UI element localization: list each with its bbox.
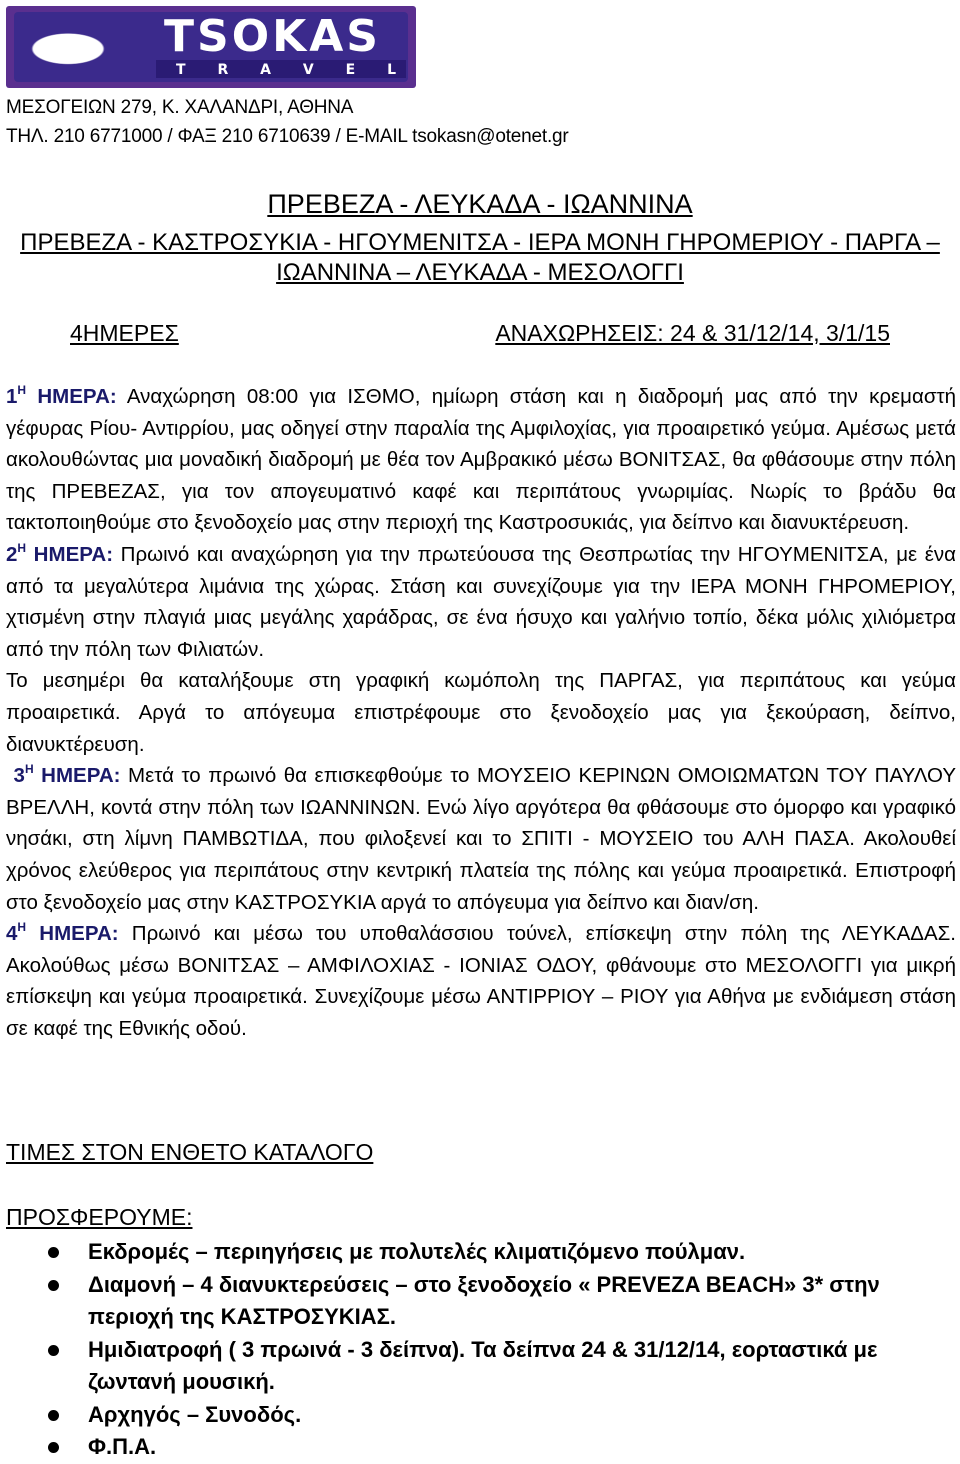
bullet-icon [48, 1410, 59, 1421]
bullet-icon [48, 1345, 59, 1356]
route-line-2: ΙΩΑΝΝΙΝΑ – ΛΕΥΚΑΔΑ - ΜΕΣΟΛΟΓΓΙ [276, 259, 684, 286]
address-line: ΜΕΣΟΓΕΙΩΝ 279, Κ. ΧΑΛΑΝΔΡΙ, ΑΘΗΝΑ [6, 97, 354, 118]
departures-label: ΑΝΑΧΩΡΗΣΕΙΣ: 24 & 31/12/14, 3/1/15 [495, 320, 890, 346]
bullet-icon [48, 1280, 59, 1291]
prices-heading: ΤΙΜΕΣ ΣΤΟΝ ΕΝΘΕΤΟ ΚΑΤΑΛΟΓΟ [6, 1139, 374, 1165]
day-2-paragraph: $2^H$ ΗΜΕΡΑ: Πρωινό και αναχώρηση για την πρωτεύουσα της Θεσπρωτίας την ΗΓΟΥΜΕΝΙΤΣΑ, με ένα από τα μεγαλύτερα λιμάνια της χώρας. Στάση και συνεχίζουμε για την ΙΕΡΑ ΜΟΝΗ ΓΗΡΟΜΕΡΙΟΥ, χτισμένη στην πλαγιά μιας μεγάλης χαράδρας, σε ένα ήσυχο και γαλήνιο τοπίο, δέκα μόλις χιλιόμετρα από την πόλη των Φιλιατών. [6, 540, 956, 661]
list-item: Εκδρομές – περιηγήσεις με πολυτελές κλιματιζόμενο πούλμαν. [6, 1236, 946, 1269]
itinerary [6, 381, 956, 1044]
offers-list [6, 1236, 946, 1464]
bullet-icon [48, 1442, 59, 1453]
company-logo [6, 6, 416, 88]
day-4-paragraph: $4^H$ ΗΜΕΡΑ: Πρωινό και μέσω του υποθαλάσσιου τούνελ, επίσκεψη στην πόλη της ΛΕΥΚΑΔΑΣ. Ακολούθως μέσω ΒΟΝΙΤΣΑΣ – ΑΜΦΙΛΟΧΙΑΣ - ΙΟΝΙΑΣ ΟΔΟΥ, φθάνουμε στο ΜΕΣΟΛΟΓΓΙ για μικρή επίσκεψη και γεύμα προαιρετικά. Συνεχίζουμε μέσω ΑΝΤΙΡΡΙΟΥ – ΡΙΟΥ για Αθήνα με ενδιάμεση στάση σε καφέ της Εθνικής οδού. [6, 920, 956, 1040]
day-3-paragraph: $3^H$ ΗΜΕΡΑ: Μετά το πρωινό θα επισκεφθούμε το ΜΟΥΣΕΙΟ ΚΕΡΙΝΩΝ ΟΜΟΙΩΜΑΤΩΝ ΤΟΥ ΠΑΥΛΟΥ ΒΡΕΛΛΗ, κοντά στην πόλη των ΙΩΑΝΝΙΝΩΝ. Ενώ λίγο αργότερα θα φθάσουμε στο όμορφο και γραφικό νησάκι, στη λίμνη ΠΑΜΒΩΤΙΔΑ, που φιλοξενεί και το ΣΠΙΤΙ - ΜΟΥΣΕΙΟ του ΑΛΗ ΠΑΣΑ. Ακολουθεί χρόνος ελεύθερος για περιπάτους στην κεντρική πλατεία της πόλης και γεύμα προαιρετικά. Επιστροφή στο ξενοδοχείο μας στην ΚΑΣΤΡΟΣΥΚΙΑ αργά το απόγευμα για δείπνο και διαν/ση. [6, 762, 956, 914]
route-line-1: ΠΡΕΒΕΖΑ - ΚΑΣΤΡΟΣΥΚΙΑ - ΗΓΟΥΜΕΝΙΤΣΑ - ΙΕΡΑ ΜΟΝΗ ΓΗΡΟΜΕΡΙΟΥ - ΠΑΡΓΑ – [20, 229, 940, 256]
list-item: Φ.Π.Α. [6, 1431, 946, 1464]
list-item: Διαμονή – 4 διανυκτερεύσεις – στο ξενοδοχείο « PREVEZA BEACH» 3* στην περιοχή της ΚΑΣΤΡΟΣΥΚΙΑΣ. [6, 1269, 946, 1334]
list-item: Ημιδιατροφή ( 3 πρωινά - 3 δείπνα). Τα δείπνα 24 & 31/12/14, εορταστικά με ζωντανή μουσική. [6, 1334, 946, 1399]
logo-name: TSOKAS [164, 11, 381, 62]
duration-label: 4ΗΜΕΡΕΣ [70, 320, 179, 346]
logo-subtitle: T R A V E L [176, 62, 396, 78]
contact-line: ΤΗΛ. 210 6771000 / ΦΑΞ 210 6710639 / E-MAIL tsokasn@otenet.gr [6, 126, 569, 147]
list-item: Αρχηγός – Συνοδός. [6, 1399, 946, 1432]
offers-heading: ΠΡΟΣΦΕΡΟΥΜΕ: [6, 1204, 193, 1230]
day-1-paragraph: $1^H$ ΗΜΕΡΑ: Αναχώρηση 08:00 για ΙΣΘΜΟ, ημίωρη στάση και η διαδρομή μας από την κρεμαστή γέφυρας Ρίου- Αντιρρίου, μας οδηγεί στην παραλία της Αμφιλοχίας, για προαιρετικό γεύμα. Αμέσως μετά ακολουθώντας μια μοναδική διαδρομή με θέα τον Αμβρακικό μέσω ΒΟΝΙΤΣΑΣ, θα φθάσουμε στην πόλη της ΠΡΕΒΕΖΑΣ, για τον απογευματινό καφέ και περιπάτους γνωριμίας. Νωρίς το βράδυ θα τακτοποιηθούμε στο ξενοδοχείο μας στην περιοχή της Καστροσυκιάς, για δείπνο και διανυκτέρευση. [6, 383, 956, 535]
bullet-icon [48, 1247, 59, 1258]
tour-title: ΠΡΕΒΕΖΑ - ΛΕΥΚΑΔΑ - ΙΩΑΝΝΙΝΑ [267, 189, 693, 219]
day-2-paragraph-continued: Το μεσημέρι θα καταλήξουμε στη γραφική κωμόπολη της ΠΑΡΓΑΣ, για περιπάτους και γεύμα προαιρετικά. Αργά το απόγευμα επιστρέφουμε στο ξενοδοχείο μας για ξεκούραση, δείπνο, διανυκτέρευση. [6, 669, 956, 756]
